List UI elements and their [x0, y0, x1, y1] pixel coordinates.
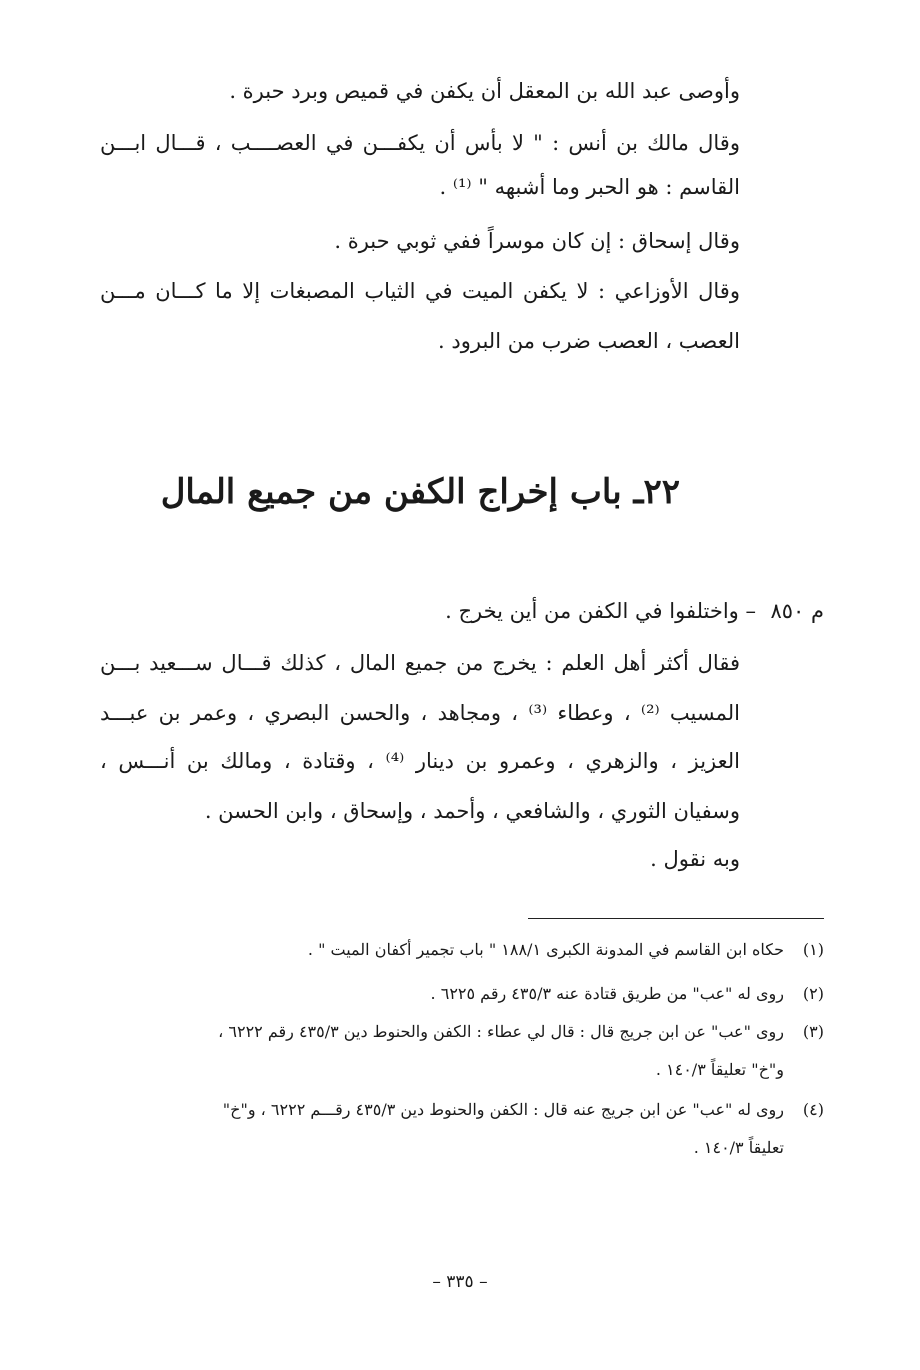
- footnote-text: تعليقاً ١٤٠/٣ .: [693, 1138, 784, 1157]
- text-line: وسفيان الثوري ، والشافعي ، وأحمد ، وإسحاق ، وابن الحسن .: [204, 799, 740, 823]
- text-line: وقال إسحاق : إن كان موسراً ففي ثوبي حبرة .: [334, 229, 740, 253]
- footnote-text: روى له "عب" عن ابن جريج عنه قال : الكفن والحنوط دين ٤٣٥/٣ رقـــم ٦٢٢٢ ، و"خ": [222, 1100, 784, 1119]
- text-line: فقال أكثر أهل العلم : يخرج من جميع المال ، كذلك قـــال ســـعيد بـــن: [100, 651, 740, 675]
- text-line: القاسم : هو الحبر وما أشبهه " ⁽¹⁾ .: [439, 175, 740, 199]
- footnote-number: (٢): [802, 984, 824, 1003]
- text-line: وقال الأوزاعي : لا يكفن الميت في الثياب المصبغات إلا ما كـــان مـــن: [100, 279, 740, 303]
- chapter-heading: ٢٢ـ باب إخراج الكفن من جميع المال: [160, 472, 680, 512]
- text-line: العزيز ، والزهري ، وعمرو بن دينار ⁽⁴⁾ ، وقتادة ، ومالك بن أنـــس ،: [100, 749, 740, 773]
- footnote-number: (٣): [802, 1022, 824, 1041]
- section-intro: – واختلفوا في الكفن من أين يخرج .: [445, 599, 756, 623]
- text-line: وقال مالك بن أنس : " لا بأس أن يكفـــن في العصــــب ، قـــال ابـــن: [100, 131, 740, 155]
- section-number: م ٨٥٠: [770, 599, 824, 623]
- footnote-text: حكاه ابن القاسم في المدونة الكبرى ١٨٨/١ " باب تجمير أكفان الميت " .: [307, 940, 784, 959]
- text-line: وبه نقول .: [650, 847, 740, 871]
- footnote-separator: [528, 918, 824, 919]
- footnote-number: (٤): [802, 1100, 824, 1119]
- footnote-number: (١): [802, 940, 824, 959]
- footnote-text: و"خ" تعليقاً ١٤٠/٣ .: [655, 1060, 784, 1079]
- footnote-text: روى له "عب" من طريق قتادة عنه ٤٣٥/٣ رقم ٦٢٢٥ .: [430, 984, 784, 1003]
- text-line: العصب ، العصب ضرب من البرود .: [438, 329, 740, 353]
- page-number: – ٣٣٥ –: [432, 1272, 488, 1292]
- footnote-text: روى "عب" عن ابن جريج قال : قال لي عطاء : الكفن والحنوط دين ٤٣٥/٣ رقم ٦٢٢٢ ،: [218, 1022, 784, 1041]
- text-line: وأوصى عبد الله بن المعقل أن يكفن في قميص وبرد حبرة .: [229, 79, 740, 103]
- text-line: المسيب ⁽²⁾ ، وعطاء ⁽³⁾ ، ومجاهد ، والحسن البصري ، وعمر بن عبـــد: [100, 701, 740, 725]
